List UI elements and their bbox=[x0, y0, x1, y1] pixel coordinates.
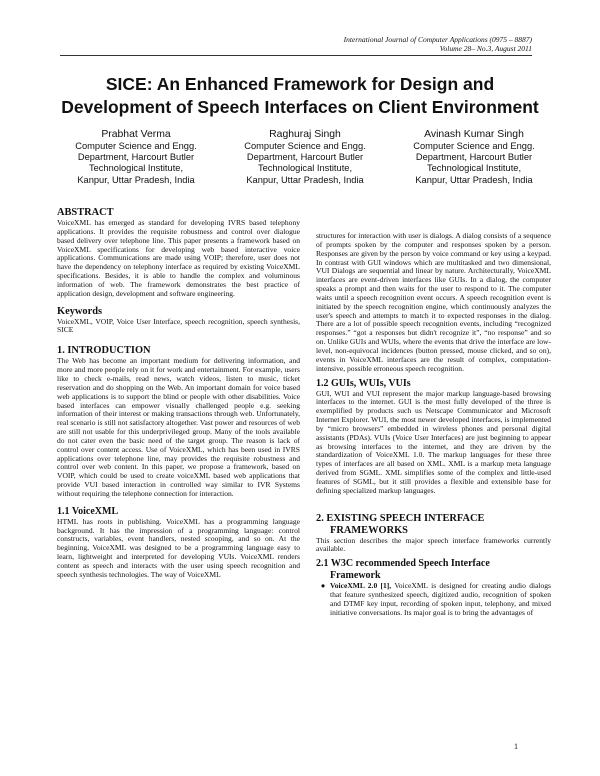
author-affiliation-line: Technological Institute, bbox=[257, 163, 353, 174]
author-affiliation-line: Computer Science and Engg. bbox=[413, 141, 535, 151]
existing-frameworks-heading-line-2: FRAMEWORKS bbox=[330, 524, 408, 536]
voicexml-bullet bbox=[316, 582, 551, 617]
dialog-structure-text: structures for interaction with user is dialogs. A dialog consists of a sequence of prompts spoken by the computer and responses spoken by a person. Responses are given by the person by voice command or key using a keypad. In contrast with GUI windows which are multitasked and two dimensional, VUI Dialogs are sequential and linear by nature. Architecturally, VoiceXML interfaces are event-driven interfaces like GUIs. In a dialog, the computer speaks a prompt and then waits for the user to respond to it. The computer waits until a speech recognition event occurs. A speech recognition event is initiated by the speech recognition engine, which continuously analyzes the user's speech and attempts to match it to expected responses in the dialog. There are a lot of possible speech recognition events, including “recognized responses.” “got a responses but didn't recognize it”, “no response” and so on. Unlike GUIs and WUIs, where the events that drive the interface are low-level, non-equivocal incidences (button pressed, mouse clicked, and so on), events in VoiceXML interfaces are the result of complex, computation-intensive, possible erroneous speech recognition. bbox=[316, 231, 551, 373]
author-block bbox=[56, 128, 554, 186]
voicexml-heading: 1.1 VoiceXML bbox=[57, 505, 119, 517]
author-name: Prabhat Verma bbox=[101, 129, 171, 140]
author-affiliation-line: Department, Harcourt Butler bbox=[77, 152, 195, 163]
journal-header bbox=[344, 35, 532, 53]
author-1 bbox=[56, 128, 216, 186]
header-rule bbox=[60, 55, 532, 56]
page-number: 1 bbox=[514, 742, 518, 751]
author-2 bbox=[225, 128, 385, 186]
gui-wui-vui-heading: 1.2 GUIs, WUIs, VUIs bbox=[316, 377, 411, 389]
title-line-2: Development of Speech Interfaces on Client Environment bbox=[61, 97, 539, 117]
abstract-text: VoiceXML has emerged as standard for developing IVRS based telephony applications. It provides the requisite robustness and control over dialogue based delivery over telephone line. This paper presents a framework based on VoiceXML specifications for developing web based interactive voice applications. Communications are made using VOIP; therefore, user does not have the dependency on telephony interface as required by existing VoiceXML specifications. Besides, it is able to handle the complex and voluminous information of web. The framework demonstrates the best practice of application design, development and software engineering. bbox=[57, 218, 300, 298]
keywords-text: VoiceXML, VOIP, Voice User Interface, speech recognition, speech synthesis, SICE bbox=[57, 316, 300, 335]
voicexml-text: HTML has roots in publishing. VoiceXML has a programming language background. It has the impression of a programming language: control constructs, variables, event handlers, nested scooping, and so on. At the beginning, VoiceXML was designed to be a programming language easy to learn, lightweight and interpreted for developing VUIs. VoiceXML renders content as speech and interacts with the user using speech recognition and speech synthesis technologies. The way of VoiceXML bbox=[57, 516, 300, 579]
author-affiliation-line: Technological Institute, bbox=[426, 163, 522, 174]
bullet-text: VoiceXML is designed for creating audio dialogs that feature synthesized speech, digitized audio, recognition of spoken and DTMF key input, recording of spoken input, telephony, and mixed initiative conversations. Its major goal is to bring the advantages of bbox=[330, 581, 551, 617]
journal-volume: Volume 28– No.3, August 2011 bbox=[439, 44, 532, 53]
keywords-heading: Keywords bbox=[57, 305, 103, 317]
author-affiliation-line: Computer Science and Engg. bbox=[244, 141, 366, 151]
bullet-content bbox=[330, 582, 551, 617]
author-affiliation-line: Kanpur, Uttar Pradesh, India bbox=[246, 174, 364, 185]
author-affiliation-line: Kanpur, Uttar Pradesh, India bbox=[415, 174, 533, 185]
w3c-framework-heading bbox=[316, 558, 551, 582]
author-affiliation-line: Computer Science and Engg. bbox=[75, 141, 197, 151]
introduction-heading: 1. INTRODUCTION bbox=[57, 345, 151, 357]
w3c-framework-heading-line-1: 2.1 W3C recommended Speech Interface bbox=[316, 558, 490, 570]
author-affiliation-line: Department, Harcourt Butler bbox=[246, 152, 364, 163]
bullet-lead: VoiceXML 2.0 [1], bbox=[330, 581, 392, 591]
w3c-framework-heading-line-2: Framework bbox=[330, 570, 381, 582]
author-affiliation-line: Technological Institute, bbox=[88, 163, 184, 174]
existing-frameworks-heading-line-1: 2. EXISTING SPEECH INTERFACE bbox=[316, 512, 485, 524]
title-line-1: SICE: An Enhanced Framework for Design and bbox=[105, 74, 495, 94]
journal-name: International Journal of Computer Applications (0975 – 8887) bbox=[343, 35, 532, 44]
author-name: Raghuraj Singh bbox=[269, 129, 341, 140]
introduction-text: The Web has become an important medium for delivering information, and more and more people rely on it for work and entertainment. For example, users like to check e-mails, read news, watch videos, listen to music, ticket reservation and do shopping on the Web. An important domain for voice based web applications is to support the blind or people with other disabilities. Voice based interfaces can empower visually challenged people e.g. seeking information of their interest or making transactions through web. Unfortunately, real scenario is still not satisfactory altogether. Vast power and resources of web are still not usable for this underprivileged group. Many of the tools available do not cater even the basic need of the target group. The reason is lack of control over content access. Use of VoiceXML, which has been used in IVRS applications over telephone line, may provides the requisite robustness and control over web content. In this paper, we propose a framework, based on VOIP, which could be used to create voiceXML based web applications that provide VUI based interaction in controlled way similar to IVR Systems without requiring the telephone connection for interaction. bbox=[57, 356, 300, 498]
author-name: Avinash Kumar Singh bbox=[424, 129, 524, 140]
abstract-heading: ABSTRACT bbox=[57, 207, 114, 218]
author-3 bbox=[394, 128, 554, 186]
author-affiliation-line: Department, Harcourt Butler bbox=[415, 152, 533, 163]
author-affiliation-line: Kanpur, Uttar Pradesh, India bbox=[77, 174, 195, 185]
existing-frameworks-heading bbox=[316, 513, 551, 537]
bullet-icon: ● bbox=[320, 581, 326, 591]
left-column bbox=[57, 207, 300, 580]
right-column bbox=[316, 232, 551, 618]
gui-wui-vui-text: GUI, WUI and VUI represent the major markup language-based browsing interfaces to the internet. GUI is the most fully developed of the three is exemplified by products such us Netscape Communicator and Microsoft Internet Explorer. WUI, the most newer developed interfaces, is implemented by “micro browsers” embedded in wireless phones and personal digital assistants (PDAs). VUIs (Voice User Interfaces) are just beginning to appear as browsing interfaces to the internet, and they are driven by the standardization of VoiceXML 1.0. The markup languages for these three types of interfaces are all based on XML. XML is a markup meta language derived from SGML. XML simplifies some of the complex and little-used features of SGML, but it still provides a flexible and extensible base for defining specialized markup languages. bbox=[316, 388, 551, 495]
existing-frameworks-text: This section describes the major speech interface frameworks currently available. bbox=[316, 535, 551, 554]
paper-title bbox=[40, 73, 560, 119]
